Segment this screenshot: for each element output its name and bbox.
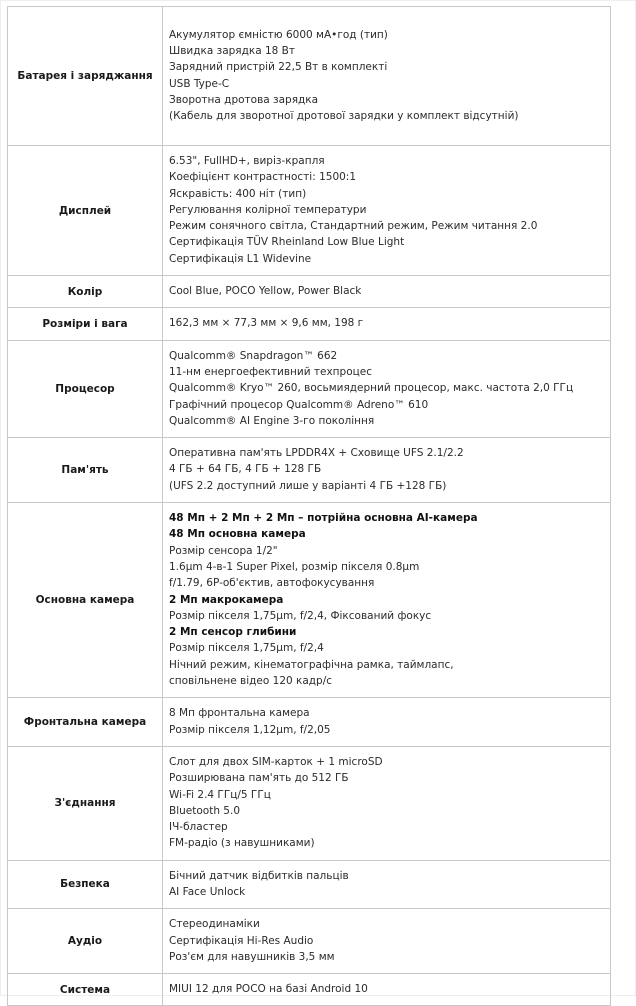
spec-line: Cool Blue, POCO Yellow, Power Black <box>169 285 362 298</box>
spec-label: З'єднання <box>8 746 163 860</box>
spec-label: Система <box>8 974 163 1006</box>
spec-label: Розміри і вага <box>8 308 163 340</box>
spec-value <box>163 308 611 340</box>
spec-value <box>163 746 611 860</box>
spec-line: USB Type-C <box>169 77 230 90</box>
spec-line: Сертифікація TÜV Rheinland Low Blue Light <box>169 236 405 249</box>
spec-line: (Кабель для зворотної дротової зарядки у комплект відсутній) <box>169 110 519 123</box>
spec-label: Батарея і заряджання <box>8 7 163 146</box>
spec-label: Безпека <box>8 860 163 909</box>
spec-line: (UFS 2.2 доступний лише у варіанті 4 ГБ +128 ГБ) <box>169 479 447 492</box>
spec-line: 6.53", FullHD+, виріз-крапля <box>169 155 325 167</box>
spec-value <box>163 340 611 437</box>
spec-row-audio <box>8 909 611 974</box>
spec-row-main-camera <box>8 503 611 698</box>
spec-value <box>163 7 611 146</box>
spec-subheading: 2 Мп макрокамера <box>169 593 284 606</box>
spec-label: Колір <box>8 276 163 308</box>
spec-line: 11-нм енергоефективний техпроцес <box>169 365 373 378</box>
spec-table <box>7 6 611 1006</box>
spec-value <box>163 860 611 909</box>
spec-line: f/1.79, 6P-об'єктив, автофокусування <box>169 577 375 590</box>
spec-label: Пам'ять <box>8 438 163 503</box>
spec-line: Bluetooth 5.0 <box>169 804 241 817</box>
spec-line: Нічний режим, кінематографічна рамка, таймлапс, <box>169 658 454 671</box>
spec-line: Зворотна дротова зарядка <box>169 93 319 106</box>
spec-line: 1.6μm 4-в-1 Super Pixel, розмір пікселя 0.8μm <box>169 560 420 573</box>
spec-line: Стереодинаміки <box>169 918 260 931</box>
spec-value <box>163 438 611 503</box>
spec-value <box>163 276 611 308</box>
spec-line: Бічний датчик відбитків пальців <box>169 869 349 882</box>
spec-row-dimensions <box>8 308 611 340</box>
spec-value <box>163 146 611 276</box>
spec-row-color <box>8 276 611 308</box>
spec-line: Розширювана пам'ять до 512 ГБ <box>169 772 349 785</box>
spec-line: Оперативна пам'ять LPDDR4X + Сховище UFS 2.1/2.2 <box>169 447 464 460</box>
spec-line: Коефіцієнт контрастності: 1500:1 <box>169 171 357 184</box>
spec-line: Швидка зарядка 18 Вт <box>169 44 296 57</box>
spec-value <box>163 909 611 974</box>
spec-line: FM-радіо (з навушниками) <box>169 837 315 850</box>
spec-line: сповільнене відео 120 кадр/с <box>169 675 333 688</box>
spec-line: ІЧ-бластер <box>169 821 228 834</box>
spec-row-memory <box>8 438 611 503</box>
spec-row-connectivity <box>8 746 611 860</box>
spec-subheading: 2 Мп сенсор глибини <box>169 626 297 639</box>
spec-line: Qualcomm® AI Engine 3-го покоління <box>169 414 375 427</box>
spec-row-processor <box>8 340 611 437</box>
spec-line: MIUI 12 для POCO на базі Android 10 <box>169 983 368 996</box>
spec-line: Яскравість: 400 ніт (тип) <box>169 187 307 200</box>
spec-line: Слот для двох SIM-карток + 1 microSD <box>169 755 383 768</box>
spec-line: Qualcomm® Kryo™ 260, восьмиядерний процесор, макс. частота 2,0 ГГц <box>169 382 574 395</box>
spec-label: Аудіо <box>8 909 163 974</box>
spec-subheading: 48 Мп + 2 Мп + 2 Мп – потрійна основна AI-камера <box>169 512 478 525</box>
spec-label: Дисплей <box>8 146 163 276</box>
spec-table-body <box>8 7 611 1006</box>
spec-value <box>163 698 611 747</box>
spec-line: 8 Мп фронтальна камера <box>169 707 310 720</box>
spec-line: Сертифікація L1 Widevine <box>169 252 312 265</box>
spec-label: Основна камера <box>8 503 163 698</box>
spec-line: Зарядний пристрій 22,5 Вт в комплекті <box>169 61 388 74</box>
spec-line: Регулювання колірної температури <box>169 203 367 216</box>
spec-value <box>163 503 611 698</box>
spec-line: Розмір пікселя 1,12μm, f/2,05 <box>169 723 331 736</box>
spec-subheading: 48 Мп основна камера <box>169 528 306 541</box>
spec-line: Розмір пікселя 1,75μm, f/2,4, Фіксований фокус <box>169 609 432 622</box>
spec-line: AI Face Unlock <box>169 885 246 898</box>
spec-row-security <box>8 860 611 909</box>
spec-line: Графічний процесор Qualcomm® Adreno™ 610 <box>169 398 429 411</box>
spec-row-display <box>8 146 611 276</box>
spec-label: Процесор <box>8 340 163 437</box>
spec-line: Qualcomm® Snapdragon™ 662 <box>169 349 338 362</box>
spec-line: Wi-Fi 2.4 ГГц/5 ГГц <box>169 788 271 801</box>
spec-row-battery <box>8 7 611 146</box>
spec-row-system <box>8 974 611 1006</box>
spec-line: Сертифікація Hi-Res Audio <box>169 934 314 947</box>
spec-line: 4 ГБ + 64 ГБ, 4 ГБ + 128 ГБ <box>169 463 322 476</box>
spec-row-front-camera <box>8 698 611 747</box>
spec-line: Акумулятор ємністю 6000 мА•год (тип) <box>169 28 388 41</box>
spec-line: Роз'єм для навушників 3,5 мм <box>169 950 335 963</box>
spec-label: Фронтальна камера <box>8 698 163 747</box>
spec-line: Розмір пікселя 1,75μm, f/2,4 <box>169 642 324 655</box>
spec-value <box>163 974 611 1006</box>
spec-line: Режим сонячного світла, Стандартний режим, Режим читання 2.0 <box>169 220 538 233</box>
spec-line: 162,3 мм × 77,3 мм × 9,6 мм, 198 г <box>169 317 364 330</box>
spec-line: Розмір сенсора 1/2" <box>169 544 278 557</box>
